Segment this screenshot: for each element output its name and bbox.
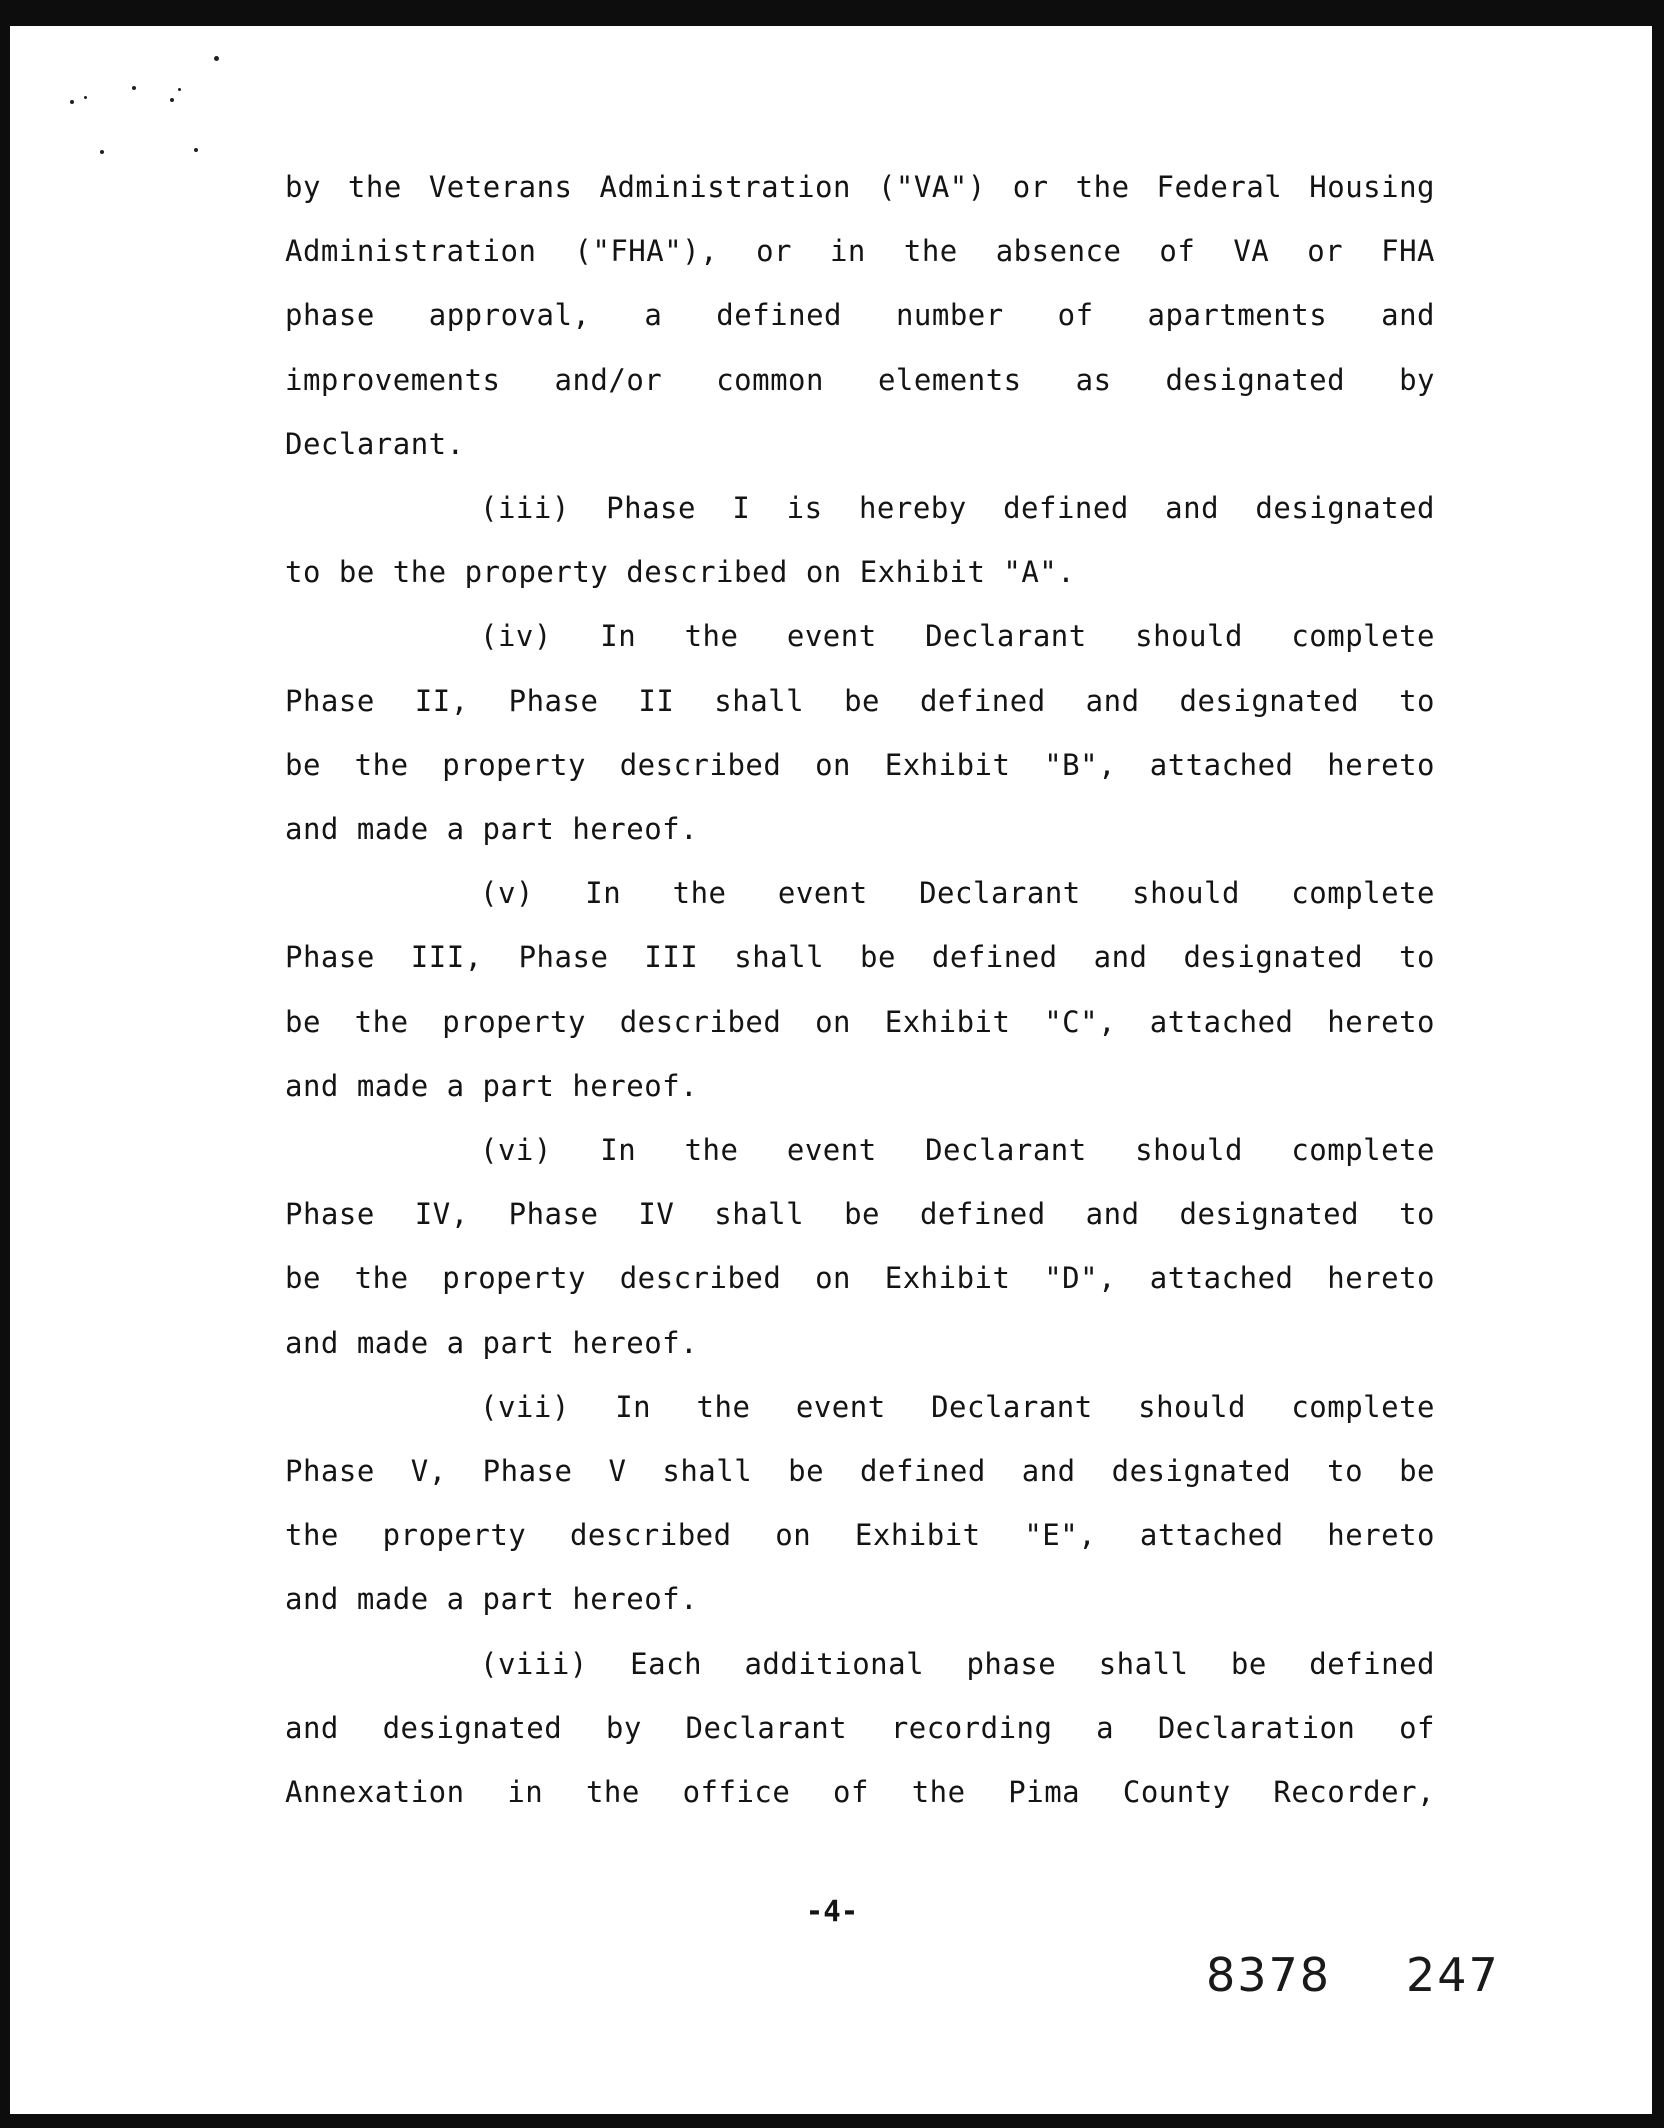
scan-speck	[178, 88, 181, 91]
text-line: (viii) Each additional phase shall be defined	[480, 1647, 1435, 1681]
scan-speck	[214, 56, 219, 61]
scan-speck	[170, 98, 174, 102]
text-line: by the Veterans Administration ("VA") or the Federal Housing	[285, 170, 1435, 204]
text-line: Phase IV, Phase IV shall be defined and designated to	[285, 1197, 1435, 1231]
scan-speck	[132, 86, 136, 90]
scan-speck	[70, 100, 74, 104]
text-line: (v) In the event Declarant should complete	[480, 876, 1435, 910]
text-line: to be the property described on Exhibit "A".	[285, 555, 1076, 589]
text-line: (vi) In the event Declarant should complete	[480, 1133, 1435, 1167]
text-line: and designated by Declarant recording a Declaration of	[285, 1711, 1435, 1745]
text-line: Annexation in the office of the Pima County Recorder,	[285, 1775, 1435, 1809]
text-line: Phase III, Phase III shall be defined and designated to	[285, 940, 1435, 974]
text-line: the property described on Exhibit "E", attached hereto	[285, 1518, 1435, 1552]
text-line: (iii) Phase I is hereby defined and designated	[480, 491, 1435, 525]
text-line: (iv) In the event Declarant should complete	[480, 619, 1435, 653]
text-line: and made a part hereof.	[285, 1326, 699, 1360]
text-line: be the property described on Exhibit "B", attached hereto	[285, 748, 1435, 782]
page-number: -4-	[805, 1894, 859, 1928]
text-line: be the property described on Exhibit "D", attached hereto	[285, 1261, 1435, 1295]
book-number: 8378	[1206, 1948, 1332, 2002]
text-line: improvements and/or common elements as designated by	[285, 363, 1435, 397]
page-reference-number: 247	[1406, 1948, 1500, 2002]
scan-speck	[100, 150, 104, 154]
text-line: Phase II, Phase II shall be defined and designated to	[285, 684, 1435, 718]
text-line: and made a part hereof.	[285, 1069, 699, 1103]
text-line: be the property described on Exhibit "C", attached hereto	[285, 1005, 1435, 1039]
text-line: Declarant.	[285, 427, 465, 461]
text-line: Phase V, Phase V shall be defined and designated to be	[285, 1454, 1435, 1488]
text-line: Administration ("FHA"), or in the absence of VA or FHA	[285, 234, 1435, 268]
text-line: and made a part hereof.	[285, 1582, 699, 1616]
text-line: phase approval, a defined number of apartments and	[285, 298, 1435, 332]
text-line: and made a part hereof.	[285, 812, 699, 846]
scan-speck	[84, 96, 87, 99]
text-line: (vii) In the event Declarant should complete	[480, 1390, 1435, 1424]
scan-speck	[194, 148, 198, 152]
